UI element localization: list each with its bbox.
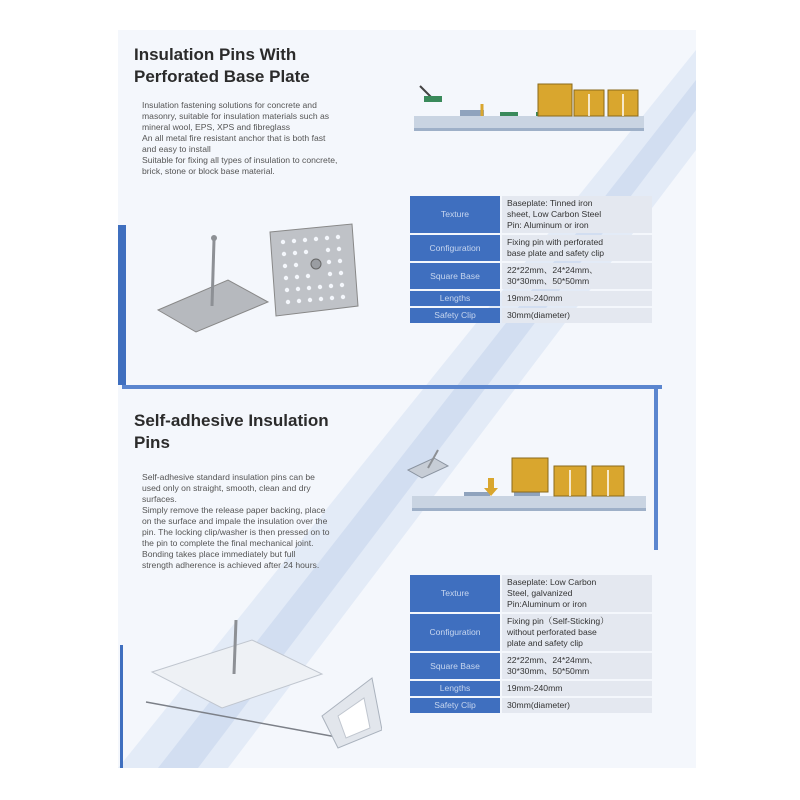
spec-row-configuration	[410, 235, 652, 261]
section1-description: Insulation fastening solutions for concrete and masonry, suitable for insulation materials such as mineral wool, EPS, XPS and fibreglass An all metal fire resistant anchor that is both fast and easy to install Suitable for fixing all types of insulation to concrete, brick, stone or block base material.	[142, 100, 338, 176]
spec-row-lengths	[410, 681, 652, 696]
spec-value: Fixing pin with perforated base plate and safety clip	[502, 235, 652, 261]
spec-table-2	[408, 573, 654, 715]
self-adhesive-pin-image	[142, 620, 382, 750]
pin-plate	[424, 96, 442, 102]
insulation-block	[512, 458, 548, 492]
section2-description: Self-adhesive standard insulation pins can be used only on straight, smooth, clean and dry surfaces. Simply remove the release paper backing, place on the surface and impale the insulation over the pin. The locking clip/washer is then pressed on to the pin to complete the final mechanical joint. Bonding takes place immediately but full strength adherence is achieved after 24 hours.	[142, 472, 330, 570]
insulation-block	[538, 84, 572, 116]
spec-row-square-base	[410, 263, 652, 289]
installation-diagram-2	[404, 444, 654, 524]
spec-key: Lengths	[410, 681, 500, 696]
wall-surface	[412, 496, 646, 508]
spec-row-safety-clip	[410, 698, 652, 713]
spec-key: Safety Clip	[410, 698, 500, 713]
pin-shaft	[234, 620, 236, 674]
divider-vertical	[654, 385, 658, 550]
spec-row-texture	[410, 196, 652, 233]
spec-value: 22*22mm、24*24mm、 30*30mm、50*50mm	[502, 263, 652, 289]
spec-row-safety-clip	[410, 308, 652, 323]
left-accent-bar-bottom	[120, 645, 123, 768]
spec-table-1	[408, 194, 654, 325]
spec-key: Configuration	[410, 614, 500, 651]
spec-value: 30mm(diameter)	[502, 308, 652, 323]
spec-key: Square Base	[410, 263, 500, 289]
spec-key: Square Base	[410, 653, 500, 679]
spec-key: Texture	[410, 575, 500, 612]
adhesive-base-plate	[152, 640, 322, 708]
spec-key: Configuration	[410, 235, 500, 261]
spec-value: 22*22mm、24*24mm、 30*30mm、50*50mm	[502, 653, 652, 679]
spec-key: Texture	[410, 196, 500, 233]
divider-line	[122, 385, 662, 389]
left-accent-bar	[118, 225, 126, 385]
spec-key: Lengths	[410, 291, 500, 306]
spec-row-configuration	[410, 614, 652, 651]
installation-diagram-1	[410, 74, 650, 154]
pin-shaft	[212, 240, 214, 306]
spec-row-square-base	[410, 653, 652, 679]
spec-value: 19mm-240mm	[502, 681, 652, 696]
perforated-plate-front	[270, 224, 358, 316]
perforated-pin-image	[148, 222, 368, 342]
spec-value: Fixing pin（Self-Sticking） without perforated base plate and safety clip	[502, 614, 652, 651]
spec-value: Baseplate: Low Carbon Steel, galvanized Pin:Aluminum or iron	[502, 575, 652, 612]
section2-title: Self-adhesive Insulation Pins	[134, 411, 329, 452]
product-sheet	[118, 30, 696, 768]
wall-surface	[414, 116, 644, 128]
spec-value: 19mm-240mm	[502, 291, 652, 306]
spec-key: Safety Clip	[410, 308, 500, 323]
section1-title: Insulation Pins With Perforated Base Plate	[134, 45, 310, 86]
spec-value: 30mm(diameter)	[502, 698, 652, 713]
spec-value: Baseplate: Tinned iron sheet, Low Carbon Steel Pin: Aluminum or iron	[502, 196, 652, 233]
spec-row-lengths	[410, 291, 652, 306]
spec-row-texture	[410, 575, 652, 612]
